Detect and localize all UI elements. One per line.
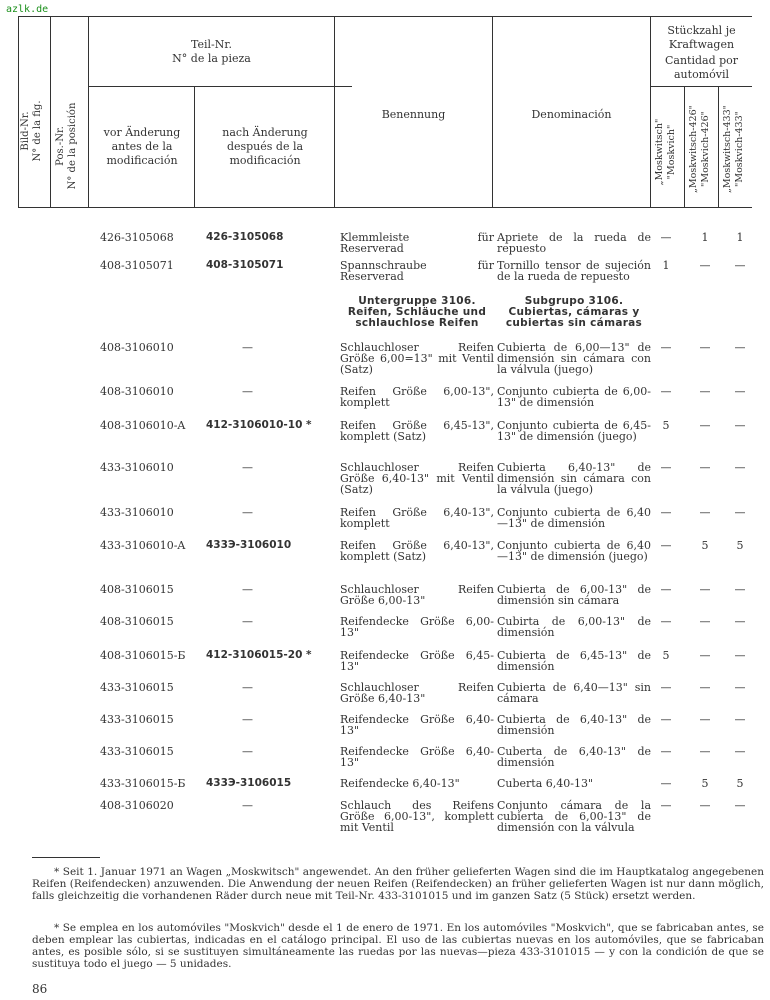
benennung-cell: Schlauch des Reifens Größe 6,00-13", komplett mit Ventil [340,799,494,834]
qty-moskwitsch-433: — [734,583,746,596]
part-number-after: — [242,583,253,596]
qty-moskwitsch-433: — [734,799,746,812]
qty-moskwitsch-426: — [699,385,711,398]
benennung-cell: Untergruppe 3106. Reifen, Schläuche und schlauchlose Reifen [347,295,487,329]
qty-moskwitsch: — [660,615,672,628]
qty-moskwitsch-426: — [699,615,711,628]
benennung-cell: Reifen Größe 6,40-13", komplett [340,506,494,530]
part-number-before: 433-3106015 [100,681,174,694]
part-number-after: 426-3105068 [206,231,284,243]
qty-moskwitsch-426: 1 [701,231,709,244]
moskwitsch-433-label: „Moskwitsch-433" "Moskvich-433" [722,105,745,194]
teil-nr-label: Teil-Nr. N° de la pieza [172,38,251,65]
benennung-cell: Schlauchloser Reifen Größe 6,40-13" [340,681,494,705]
pos-nr-label: Pos.-Nr. N° de la posición [55,102,78,190]
qty-moskwitsch-433: — [734,745,746,758]
denominacion-cell: Conjunto cubierta de 6,40—13" de dimensión [497,506,651,530]
part-number-after: 412-3106010-10 * [206,419,312,431]
part-number-before: 408-3106015 [100,615,174,628]
qty-moskwitsch: — [660,231,672,244]
qty-moskwitsch-433: — [734,506,746,519]
benennung-cell: Schlauchloser Reifen Größe 6,40-13" mit Ventil (Satz) [340,461,494,496]
denominacion-cell: Cubierta de 6,45-13" de dimensión [497,649,651,673]
qty-moskwitsch: — [660,745,672,758]
part-number-before: 433-3106015 [100,713,174,726]
qty-moskwitsch: 1 [662,259,670,272]
qty-moskwitsch-426: — [699,713,711,726]
qty-moskwitsch: — [660,799,672,812]
denominacion-cell: Conjunto cubierta de 6,00-13" de dimensión [497,385,651,409]
footnote-divider [32,857,100,858]
part-number-before: 408-3106010 [100,385,174,398]
part-number-before: 433-3106010-A [100,539,186,552]
denominacion-cell: Cubirta de 6,00-13" de dimensión [497,615,651,639]
benennung-cell: Schlauchloser Reifen Größe 6,00-13" [340,583,494,607]
denominacion-cell: Conjunto cámara de la cubierta de 6,00-13" de dimensión con la válvula [497,799,651,834]
part-number-after: — [242,506,253,519]
qty-moskwitsch-426: — [699,799,711,812]
part-number-after: — [242,615,253,628]
benennung-cell: Reifendecke Größe 6,00-13" [340,615,494,639]
qty-moskwitsch-433: — [734,681,746,694]
qty-moskwitsch: — [660,777,672,790]
qty-moskwitsch-433: — [734,385,746,398]
part-number-before: 426-3105068 [100,231,174,244]
denominacion-cell: Tornillo tensor de sujeción de la rueda de repuesto [497,259,651,283]
benennung-cell: Spannschraube für Reserverad [340,259,494,283]
denominacion-cell: Cubierta de 6,40—13" sin cámara [497,681,651,705]
denominacion-cell: Cubierta de 6,00—13" de dimensión sin cámara con la válvula (juego) [497,341,651,376]
vor-aenderung-label: vor Änderung antes de la modificación [103,126,181,167]
qty-moskwitsch-426: — [699,461,711,474]
qty-moskwitsch: — [660,341,672,354]
qty-moskwitsch: 5 [662,419,670,432]
denominacion-label: Denominación [531,108,612,121]
qty-moskwitsch-433: — [734,615,746,628]
part-number-after: — [242,385,253,398]
watermark: azlk.de [6,4,49,15]
denominacion-cell: Conjunto cubierta de 6,40—13" de dimensión (juego) [497,539,651,563]
moskwitsch-label: „Moskwitsch" "Moskvich" [654,118,677,186]
stueckzahl-label: Stückzahl je Kraftwagen Cantidad por automóvil [664,24,739,81]
qty-moskwitsch: — [660,385,672,398]
qty-moskwitsch-433: — [734,341,746,354]
part-number-after: — [242,461,253,474]
part-number-before: 408-3105071 [100,259,174,272]
qty-moskwitsch: — [660,583,672,596]
qty-moskwitsch-433: — [734,259,746,272]
benennung-cell: Reifendecke 6,40-13" [340,777,460,790]
part-number-before: 408-3106015-Б [100,649,186,662]
part-number-after: 433Э-3106010 [206,539,292,551]
denominacion-cell: Cuberta de 6,40-13" de dimensión [497,745,651,769]
qty-moskwitsch-433: 5 [736,777,744,790]
part-number-after: 433Э-3106015 [206,777,292,789]
denominacion-cell: Subgrupo 3106. Cubiertas, cámaras y cubiertas sin cámaras [505,295,643,329]
benennung-cell: Reifendecke Größe 6,40-13" [340,713,494,737]
qty-moskwitsch-433: — [734,419,746,432]
qty-moskwitsch: — [660,713,672,726]
footnote-german: * Seit 1. Januar 1971 an Wagen „Moskwitsch" angewendet. An den früher gelieferten Wagen sind die im Hauptkatalog angegebenen Reifen (Reifendecken) anzuwenden. Die Anwendung der neuen Reifen (Reifendecken) an früher gelieferten Wagen ist nur dann möglich, falls gleichzeitig die vorhandenen Räder durch neue mit Teil-Nr. 433-3101015 und im ganzen Satz (5 Stück) ersetzt werden. [32,866,764,902]
qty-moskwitsch-426: — [699,259,711,272]
part-number-before: 433-3106010 [100,461,174,474]
part-number-before: 433-3106010 [100,506,174,519]
qty-moskwitsch-426: — [699,419,711,432]
moskwitsch-426-label: „Moskwitsch-426" "Moskvich-426" [688,105,711,194]
qty-moskwitsch-426: — [699,341,711,354]
part-number-after: — [242,713,253,726]
qty-moskwitsch-426: — [699,681,711,694]
qty-moskwitsch-433: — [734,649,746,662]
qty-moskwitsch: 5 [662,649,670,662]
qty-moskwitsch-433: — [734,461,746,474]
qty-moskwitsch-426: 5 [701,539,709,552]
qty-moskwitsch-426: 5 [701,777,709,790]
qty-moskwitsch-426: — [699,649,711,662]
part-number-before: 433-3106015 [100,745,174,758]
qty-moskwitsch-426: — [699,506,711,519]
qty-moskwitsch-433: 5 [736,539,744,552]
denominacion-cell: Conjunto cubierta de 6,45-13" de dimensión (juego) [497,419,651,443]
footnote-spanish: * Se emplea en los automóviles "Moskvich" desde el 1 de enero de 1971. En los automóviles "Moskvich", que se fabricaban antes, se deben emplear las cubiertas, indicadas en el catálogo principal. El uso de las cubiertas nuevas en los automóviles, que se fabricaban antes, es posible sólo, si se sustituyen simultáneamente las ruedas por las nuevas—pieza 433-3101015 — y con la condición de que se sustituya todo el juego — 5 unidades. [32,922,764,970]
denominacion-cell: Cubierta 6,40-13" de dimensión sin cámara con la válvula (juego) [497,461,651,496]
part-number-after: — [242,341,253,354]
table-header [18,16,752,208]
benennung-label: Benennung [381,108,446,121]
benennung-cell: Schlauchloser Reifen Größe 6,00=13" mit Ventil (Satz) [340,341,494,376]
qty-moskwitsch-433: — [734,713,746,726]
denominacion-cell: Apriete de la rueda de repuesto [497,231,651,255]
benennung-cell: Reifen Größe 6,40-13", komplett (Satz) [340,539,494,563]
qty-moskwitsch-426: — [699,745,711,758]
nach-aenderung-label: nach Änderung después de la modificación [222,126,308,167]
qty-moskwitsch-433: 1 [736,231,744,244]
part-number-before: 408-3106010 [100,341,174,354]
bild-nr-label: Bild-Nr. N° de la fig. [20,100,43,162]
part-number-before: 408-3106010-A [100,419,186,432]
qty-moskwitsch-426: — [699,583,711,596]
denominacion-cell: Cubierta de 6,40-13" de dimensión [497,713,651,737]
benennung-cell: Reifendecke Größe 6,40-13" [340,745,494,769]
denominacion-cell: Cuberta 6,40-13" [497,777,594,790]
part-number-before: 408-3106020 [100,799,174,812]
part-number-after: 412-3106015-20 * [206,649,312,661]
part-number-after: — [242,745,253,758]
part-number-after: — [242,681,253,694]
page-number: 86 [32,982,48,996]
qty-moskwitsch: — [660,539,672,552]
denominacion-cell: Cubierta de 6,00-13" de dimensión sin cámara [497,583,651,607]
part-number-before: 433-3106015-Б [100,777,186,790]
qty-moskwitsch: — [660,681,672,694]
qty-moskwitsch: — [660,506,672,519]
qty-moskwitsch: — [660,461,672,474]
part-number-after: 408-3105071 [206,259,284,271]
benennung-cell: Reifendecke Größe 6,45-13" [340,649,494,673]
benennung-cell: Reifen Größe 6,45-13", komplett (Satz) [340,419,494,443]
part-number-before: 408-3106015 [100,583,174,596]
part-number-after: — [242,799,253,812]
benennung-cell: Reifen Größe 6,00-13", komplett [340,385,494,409]
benennung-cell: Klemmleiste für Reserverad [340,231,494,255]
